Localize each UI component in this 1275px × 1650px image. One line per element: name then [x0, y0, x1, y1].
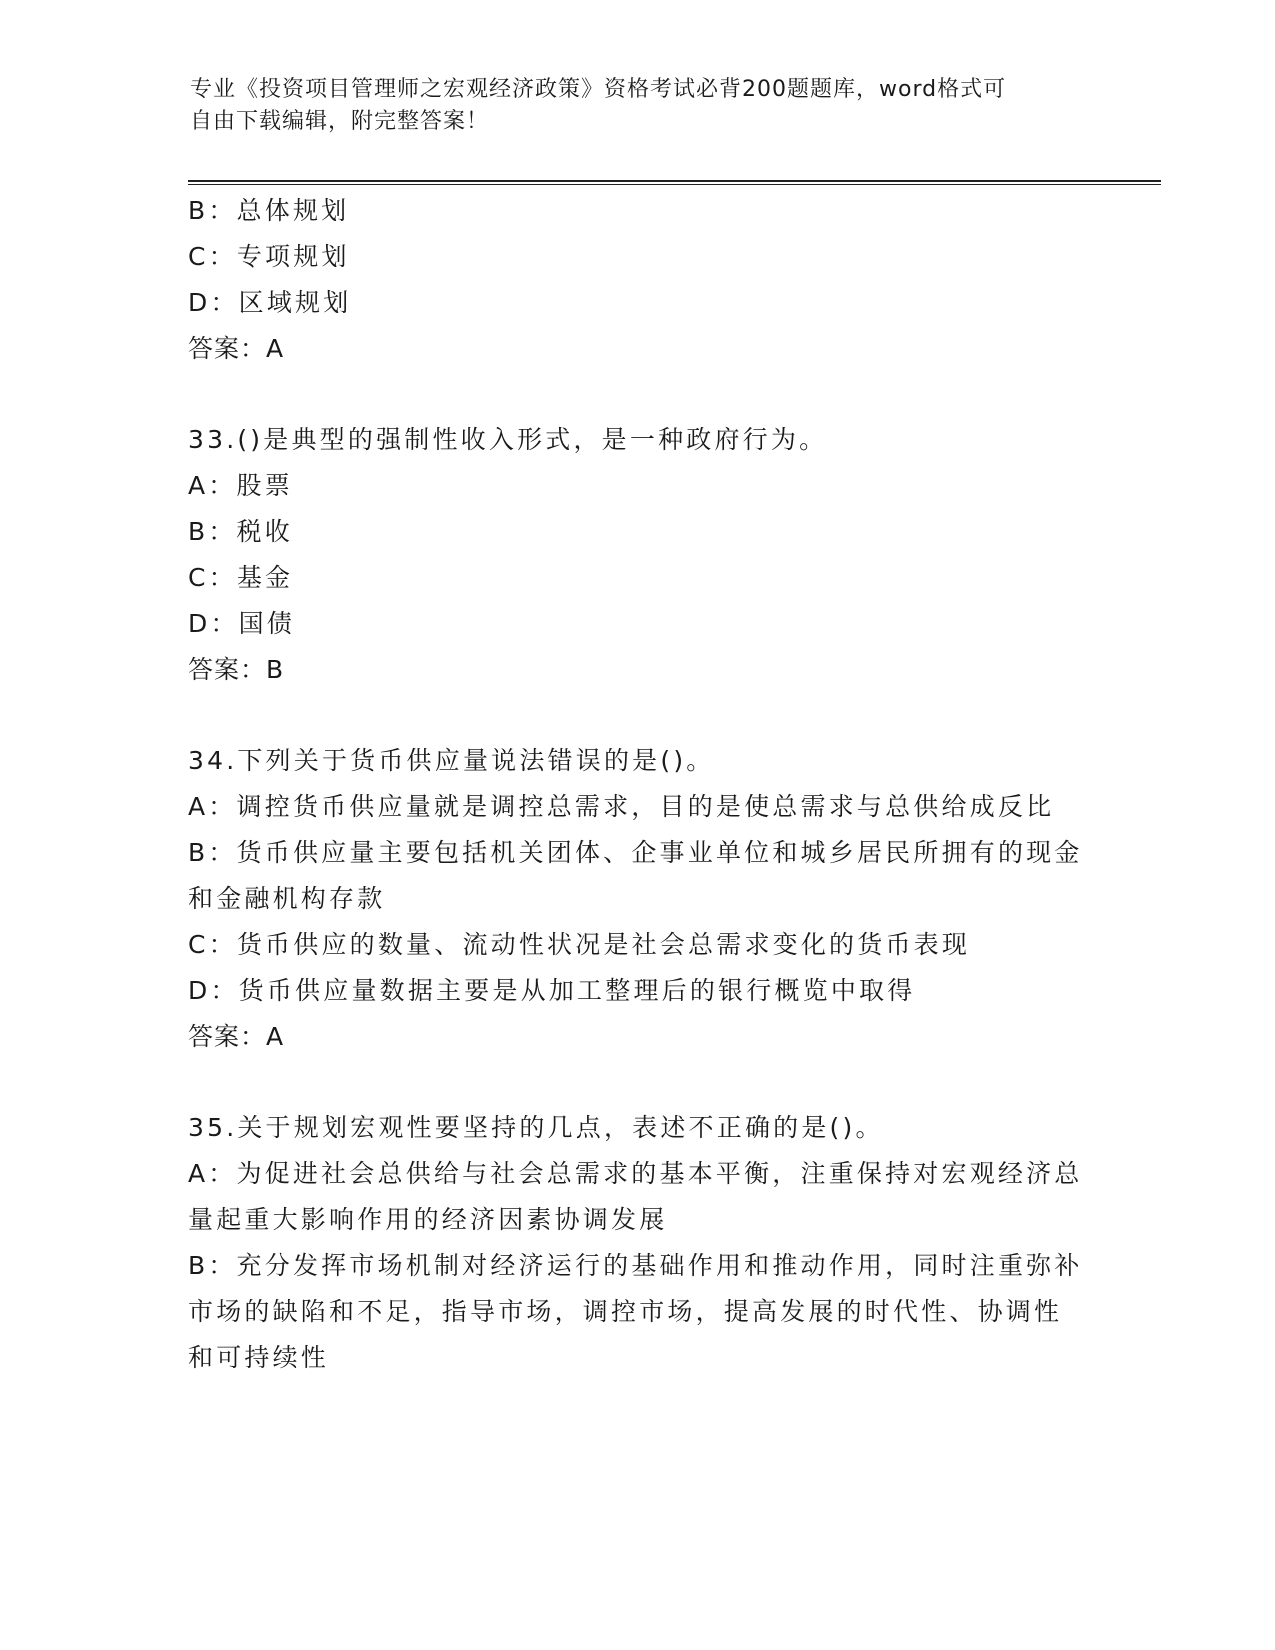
spacer [188, 372, 1088, 417]
question-stem: 35.关于规划宏观性要坚持的几点，表述不正确的是()。 [188, 1113, 884, 1142]
option-c: C：专项规划 [188, 242, 350, 271]
option-d: D：国债 [188, 609, 296, 638]
question-content [188, 188, 1088, 1381]
question-stem: 34.下列关于货币供应量说法错误的是()。 [188, 746, 715, 775]
question-stem: 33.()是典型的强制性收入形式，是一种政府行为。 [188, 425, 828, 454]
option-c: C：基金 [188, 563, 294, 592]
header-line-2: 自由下载编辑，附完整答案！ [190, 109, 490, 134]
question-35 [188, 1105, 1088, 1381]
answer: 答案：B [188, 655, 285, 684]
page-header [190, 74, 1090, 138]
header-line-1: 专业《投资项目管理师之宏观经济政策》资格考试必背200题题库，word格式可 [190, 77, 1007, 102]
option-a: A：股票 [188, 471, 293, 500]
option-a: A：调控货币供应量就是调控总需求，目的是使总需求与总供给成反比 [188, 792, 1055, 821]
header-divider-thin [188, 184, 1161, 185]
answer: 答案：A [188, 334, 285, 363]
option-c: C：货币供应的数量、流动性状况是社会总需求变化的货币表现 [188, 930, 971, 959]
option-b: B：税收 [188, 517, 293, 546]
option-d: D：货币供应量数据主要是从加工整理后的银行概览中取得 [188, 976, 916, 1005]
answer: 答案：A [188, 1022, 285, 1051]
option-a: A：为促进社会总供给与社会总需求的基本平衡，注重保持对宏观经济总量起重大影响作用的经济因素协调发展 [188, 1159, 1083, 1234]
question-33 [188, 417, 1088, 693]
option-b: B：总体规划 [188, 196, 350, 225]
question-prev [188, 188, 1088, 372]
spacer [188, 693, 1088, 738]
spacer [188, 1060, 1088, 1105]
option-d: D：区域规划 [188, 288, 352, 317]
option-b: B：充分发挥市场机制对经济运行的基础作用和推动作用，同时注重弥补市场的缺陷和不足，指导市场，调控市场，提高发展的时代性、协调性和可持续性 [188, 1251, 1083, 1372]
question-34 [188, 738, 1088, 1060]
option-b: B：货币供应量主要包括机关团体、企事业单位和城乡居民所拥有的现金和金融机构存款 [188, 838, 1083, 913]
header-divider-thick [188, 180, 1161, 182]
